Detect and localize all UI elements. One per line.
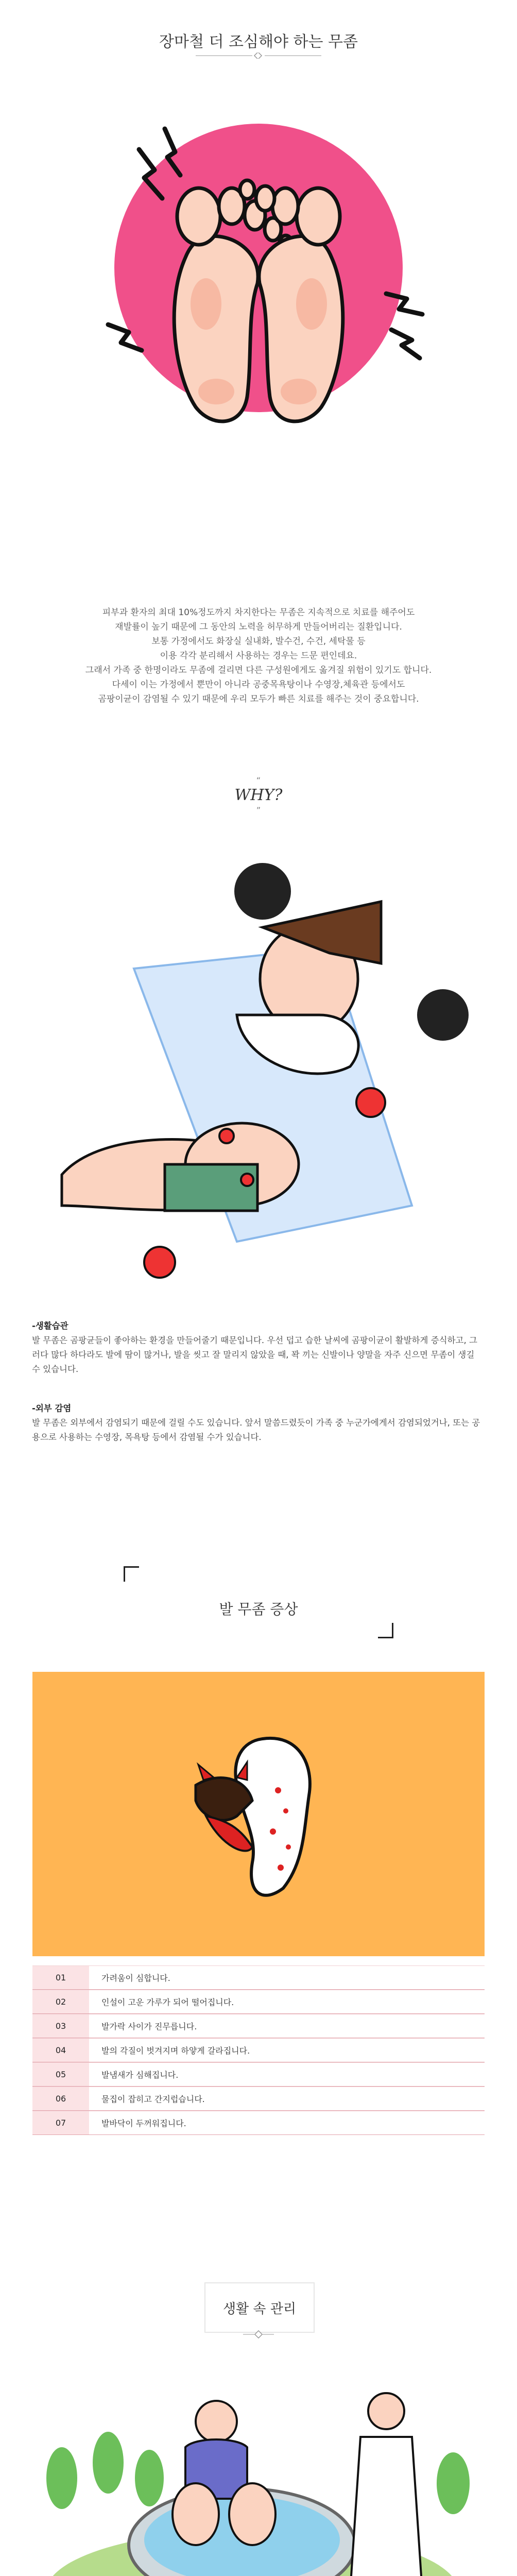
item-text: 발바닥이 두꺼워집니다. [101, 2119, 186, 2128]
list-item [32, 2111, 485, 2135]
cause-infection [32, 1401, 485, 1445]
item-number: 03 [32, 2014, 89, 2038]
list-item [32, 1965, 485, 1990]
title-divider [196, 53, 321, 59]
list-item [32, 2014, 485, 2038]
cause-body: 발 무좀은 곰팡균들이 좋아하는 환경을 만들어줄기 때문입니다. 우선 덥고 습한 날씨에 곰팡이균이 활발하게 증식하고, 그러다 많다 하다라도 발에 땀이 많거나, 발을 씻고 잘 말리지 않았을 때, 꽉 끼는 신발이나 양말을 자주 신으면 무좀이 생길 수 있습니다. [32, 1335, 477, 1374]
intro-line: 곰팡이균이 감염될 수 있기 때문에 우리 모두가 빠른 치료를 해주는 것이 중요합니다. [98, 694, 419, 704]
why-label: WHY? [234, 786, 283, 804]
item-number: 01 [32, 1966, 89, 1989]
intro-line: 피부과 환자의 최대 10%정도까지 차지한다는 무좀은 지속적으로 치료를 해주어도 [102, 607, 415, 618]
item-number: 05 [32, 2063, 89, 2086]
open-quote: “ [256, 775, 261, 785]
intro-line: 보통 가정에서도 화장실 실내화, 발수건, 수건, 세탁물 등 [151, 636, 366, 647]
feet-illustration [77, 88, 440, 428]
symptom-list [32, 1965, 485, 2135]
item-number: 02 [32, 1990, 89, 2013]
item-number: 06 [32, 2087, 89, 2110]
item-text: 가려움이 심합니다. [101, 1973, 170, 1983]
foot-devil-illustration [175, 1728, 345, 1904]
why-illustration [21, 845, 496, 1298]
page-title: 장마철 더 조심해야 하는 무좀 [159, 33, 358, 51]
intro-line: 이용 각각 분리해서 사용하는 경우는 드문 편인데요. [160, 651, 357, 661]
cause-lifestyle [32, 1319, 485, 1377]
cause-heading: -생활습관 [32, 1321, 68, 1331]
close-quote: ” [256, 805, 261, 815]
care-title: 생활 속 관리 [204, 2282, 315, 2333]
intro-line: 다세이 이는 가정에서 뿐만이 아니라 공중목욕탕이나 수영장,체육관 등에서도 [112, 680, 405, 690]
list-item [32, 2087, 485, 2111]
cause-heading: -외부 감염 [32, 1403, 72, 1413]
list-item [32, 1990, 485, 2014]
item-number: 07 [32, 2111, 89, 2134]
symptom-title: 발 무좀 증상 [219, 1601, 298, 1618]
item-text: 인설이 고운 가루가 되어 떨어집니다. [101, 1997, 234, 2007]
item-text: 물집이 잡히고 간지럽습니다. [101, 2094, 205, 2104]
item-text: 발가락 사이가 진무릅니다. [101, 2022, 197, 2031]
item-text: 발의 각질이 벗겨지며 하얗게 갈라집니다. [101, 2046, 250, 2056]
intro-line: 그래서 가족 중 한명이라도 무좀에 걸리면 다른 구성원에게도 옮겨질 위험이 있기도 합니다. [85, 665, 432, 675]
item-number: 04 [32, 2039, 89, 2062]
list-item [32, 2038, 485, 2062]
intro-line: 재발률이 높기 때문에 그 동안의 노력을 허무하게 만들어버리는 질환입니다. [115, 622, 402, 632]
care-title-ornament [243, 2330, 274, 2339]
cause-body: 발 무좀은 외부에서 감염되기 때문에 걸릴 수도 있습니다. 앞서 말씀드렸듯이 가족 중 누군가에게서 감염되었거나, 또는 공용으로 사용하는 수영장, 목욕탕 등에서 감염될 수가 있습니다. [32, 1418, 480, 1442]
why-heading [0, 775, 517, 815]
intro-text [77, 605, 440, 706]
care-illustration [31, 2375, 486, 2576]
list-item [32, 2062, 485, 2087]
item-text: 발냄새가 심해집니다. [101, 2070, 179, 2080]
